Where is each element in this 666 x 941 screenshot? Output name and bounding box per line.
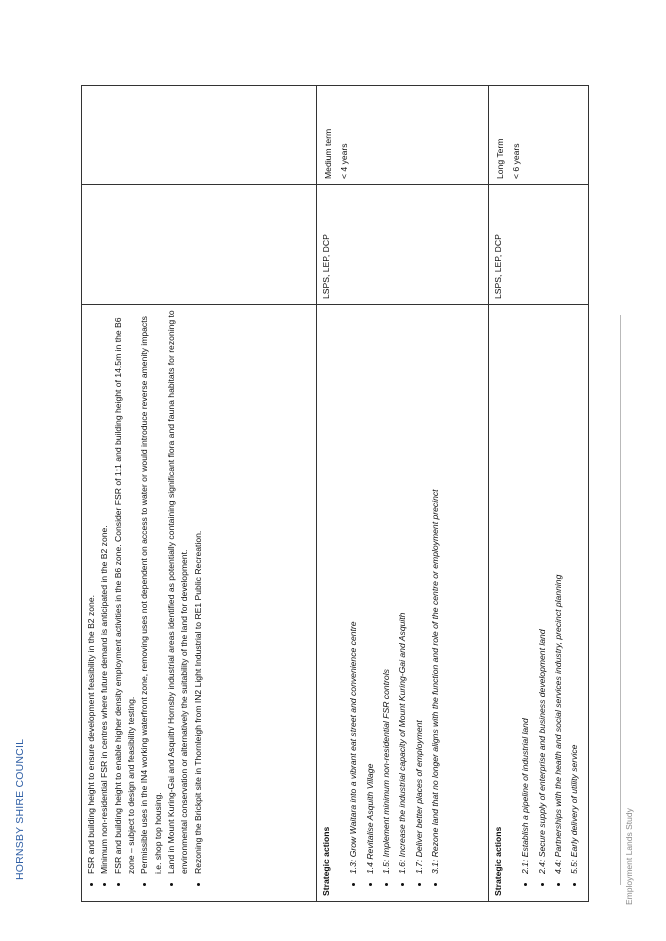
controls-list xyxy=(85,310,205,896)
list-item: • 1.6: Increase the industrial capacity of Mount Kuring-Gai and Asquith xyxy=(396,310,409,874)
term-duration: < 4 years xyxy=(339,143,350,179)
table-row xyxy=(489,86,589,902)
term-cell xyxy=(82,86,317,185)
strategic-actions-list xyxy=(347,310,442,896)
term-cell xyxy=(317,86,489,185)
controls-cell xyxy=(82,305,317,902)
list-item: • 2.1: Establish a pipeline of industrial land xyxy=(519,310,532,874)
table-row xyxy=(82,86,317,902)
footer-divider xyxy=(620,315,621,885)
strategic-actions-heading: Strategic actions xyxy=(493,826,503,896)
strategic-actions-list xyxy=(519,310,581,896)
strategic-actions-cell xyxy=(317,305,489,902)
list-item: • 3.1: Rezone land that no longer aligns with the function and role of the centre or employment precinct xyxy=(429,310,442,874)
list-item: • Minimum non-residential FSR in centres where future demand is anticipated in the B2 zone. xyxy=(98,310,111,874)
list-item: • 2.4: Secure supply of enterprise and business development land xyxy=(536,310,549,874)
list-item: • 1.7: Deliver better places of employment xyxy=(413,310,426,874)
actions-table-wrapper xyxy=(81,86,581,902)
table-row xyxy=(317,86,489,902)
list-item: • 1.3: Grow Waitara into a vibrant eat street and convenience centre xyxy=(347,310,360,874)
footer-title: Employment Lands Study xyxy=(624,808,634,905)
list-item: • 4.4: Partnerships with the health and social services industry, precinct planning xyxy=(552,310,565,874)
list-item: • 5.5: Early delivery of utility service xyxy=(568,310,581,874)
term-duration: < 6 years xyxy=(511,143,522,179)
strategic-actions-heading: Strategic actions xyxy=(321,826,331,896)
list-item: • Permissible uses in the IN4 working waterfront zone, removing uses not dependent on access to water or would introduce reverse amenity impacts i.e. shop top housing. xyxy=(138,310,165,874)
actions-table xyxy=(81,85,589,902)
term-label: Long Term xyxy=(495,138,505,179)
list-item: • Rezoning the Brickpit site in Thornleigh from IN2 Light Industrial to RE1 Public Recreation. xyxy=(192,310,205,874)
list-item: • Land in Mount Kuring-Gai and Asquith/ Hornsby industrial areas identified as potentially containing significant flora and fauna habitats for rezoning to environmental conservation or alternatively the suitability of the land for development. xyxy=(165,310,192,874)
instruments-cell xyxy=(82,185,317,305)
list-item: • 1.5: Implement minimum non-residential FSR controls xyxy=(380,310,393,874)
list-item: • 1.4 Revitalise Asquith Village xyxy=(364,310,377,874)
instruments-cell: LSPS, LEP, DCP xyxy=(489,185,589,305)
strategic-actions-cell xyxy=(489,305,589,902)
council-name: HORNSBY SHIRE COUNCIL xyxy=(14,738,26,880)
term-cell xyxy=(489,86,589,185)
list-item: • FSR and building height to ensure development feasibility in the B2 zone. xyxy=(85,310,98,874)
instruments-cell: LSPS, LEP, DCP xyxy=(317,185,489,305)
list-item: • FSR and building height to enable higher density employment activities in the B6 zone. Consider FSR of 1:1 and building height of 14.5m in the B6 zone – subject to design and feasibility testing. xyxy=(112,310,139,874)
term-label: Medium term xyxy=(323,128,333,179)
